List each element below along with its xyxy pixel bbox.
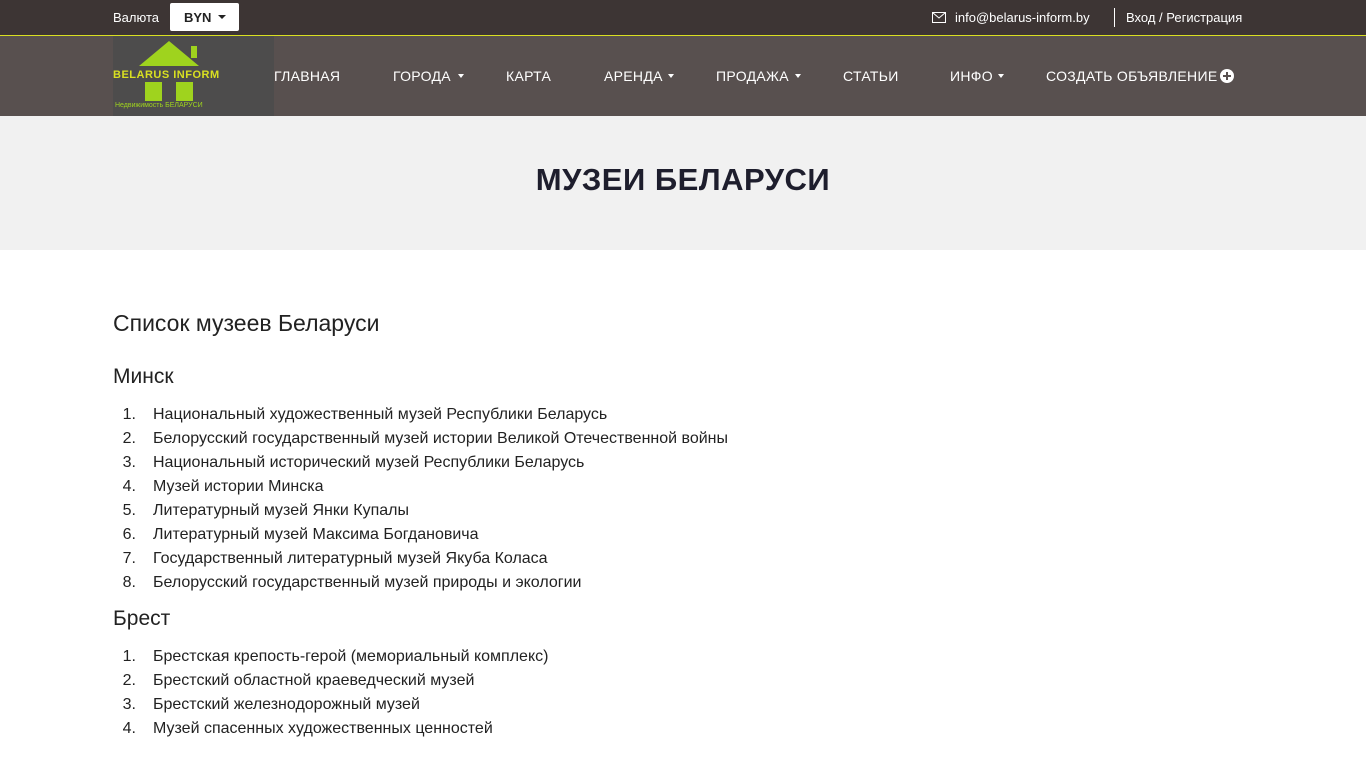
nav-label: ПРОДАЖА <box>716 68 789 84</box>
envelope-icon <box>932 12 946 23</box>
email-text: info@belarus-inform.by <box>955 10 1090 25</box>
nav-create-listing[interactable] <box>1046 68 1234 84</box>
nav-label: ГЛАВНАЯ <box>274 68 341 84</box>
currency-select[interactable] <box>170 3 239 31</box>
nav-label: ИНФО <box>950 68 993 84</box>
currency-label: Валюта <box>113 10 159 25</box>
caret-down-icon <box>998 74 1004 78</box>
list-item: 4. Музей истории Минска <box>122 478 324 495</box>
list-item: 4. Музей спасенных художественных ценностей <box>122 720 493 737</box>
page-title: МУЗЕИ БЕЛАРУСИ <box>535 162 831 197</box>
chevron-down-icon <box>218 15 226 19</box>
nav-map[interactable] <box>506 68 551 84</box>
list-item: 1. Брестская крепость-герой (мемориальный комплекс) <box>122 648 549 665</box>
nav-home[interactable] <box>274 68 340 84</box>
main-navbar <box>0 36 1366 116</box>
museum-list-minsk <box>113 403 1253 595</box>
caret-down-icon <box>668 74 674 78</box>
caret-down-icon <box>795 74 801 78</box>
plus-circle-icon <box>1220 69 1234 83</box>
nav-rent[interactable] <box>604 68 663 84</box>
site-logo[interactable] <box>113 36 274 116</box>
list-item: 3. Национальный исторический музей Республики Беларусь <box>122 454 585 471</box>
list-item: 1. Национальный художественный музей Республики Беларусь <box>122 406 608 423</box>
list-item: 3. Брестский железнодорожный музей <box>122 696 420 713</box>
nav-label: СТАТЬИ <box>843 68 899 84</box>
nav-articles[interactable] <box>843 68 899 84</box>
content-heading: Список музеев Беларуси <box>113 310 380 336</box>
nav-info[interactable] <box>950 68 993 84</box>
top-bar <box>0 0 1366 36</box>
nav-cities[interactable] <box>393 68 451 84</box>
list-item: 2. Брестский областной краеведческий музей <box>122 672 475 689</box>
list-item: 8. Белорусский государственный музей природы и экологии <box>122 574 582 591</box>
museum-list-brest <box>113 645 1253 741</box>
logo-subtitle: Недвижимость БЕЛАРУСИ <box>115 102 203 109</box>
section-city-brest: Брест <box>113 607 171 630</box>
logo-title: BELARUS INFORM <box>113 69 220 81</box>
caret-down-icon <box>458 74 464 78</box>
list-item: 5. Литературный музей Янки Купалы <box>122 502 409 519</box>
currency-value: BYN <box>184 9 212 25</box>
nav-sale[interactable] <box>716 68 789 84</box>
page-header <box>0 116 1366 250</box>
nav-label: АРЕНДА <box>604 68 663 84</box>
email-link[interactable] <box>932 10 1090 25</box>
topbar-divider <box>1114 8 1115 27</box>
nav-label: ГОРОДА <box>393 68 451 84</box>
login-register-link[interactable]: Вход / Регистрация <box>1126 10 1243 25</box>
main-content <box>113 310 1253 753</box>
section-city-minsk: Минск <box>113 365 174 388</box>
list-item: 6. Литературный музей Максима Богдановича <box>122 526 479 543</box>
nav-label: КАРТА <box>506 68 552 84</box>
list-item: 7. Государственный литературный музей Якуба Коласа <box>122 550 548 567</box>
list-item: 2. Белорусский государственный музей истории Великой Отечественной войны <box>122 430 729 447</box>
nav-label: СОЗДАТЬ ОБЪЯВЛЕНИЕ <box>1046 68 1218 84</box>
